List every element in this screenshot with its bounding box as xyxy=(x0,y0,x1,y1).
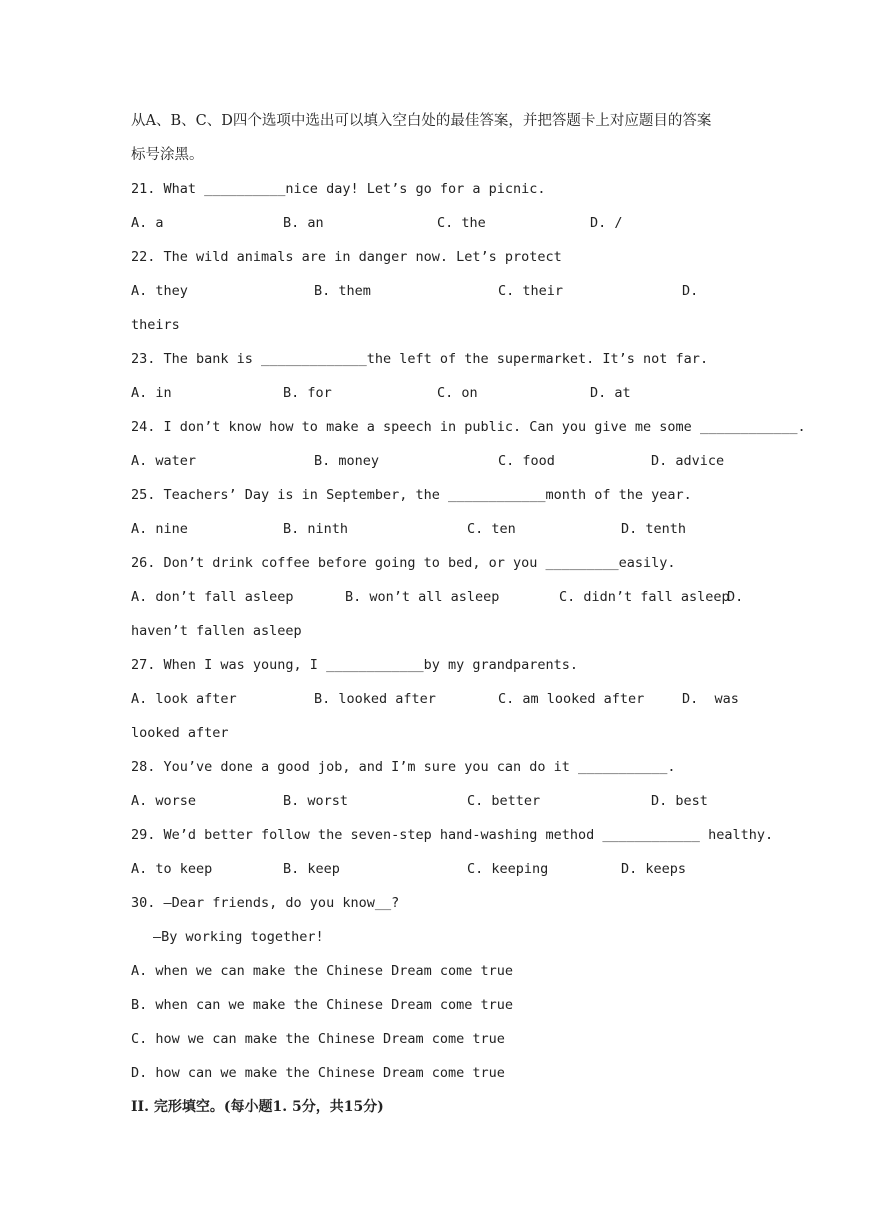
question-29-options xyxy=(131,852,751,886)
question-22-stem: 22. The wild animals are in danger now. Let’s protect xyxy=(131,249,562,265)
option-b: B. money xyxy=(314,453,380,469)
option-c: C. didn’t fall asleep xyxy=(559,589,730,605)
question-22-options xyxy=(131,274,751,308)
option-b: B. worst xyxy=(283,793,349,809)
question-28-stem: 28. You’ve done a good job, and I’m sure you can do it ___________. xyxy=(131,759,676,775)
question-26-stem: 26. Don’t drink coffee before going to bed, or you _________easily. xyxy=(131,555,676,571)
option-b: B. won’t all asleep xyxy=(345,589,500,605)
option-b: B. for xyxy=(283,385,332,401)
question-25-stem: 25. Teachers’ Day is in September, the ____________month of the year. xyxy=(131,487,692,503)
option-a: A. a xyxy=(131,215,164,231)
question-28-options xyxy=(131,784,751,818)
option-a: A. don’t fall asleep xyxy=(131,589,294,605)
option-c: C. keeping xyxy=(467,861,549,877)
option-b: B. them xyxy=(314,283,371,299)
option-c: C. the xyxy=(437,215,486,231)
option-d: D. advice xyxy=(651,453,725,469)
option-d: D. / xyxy=(590,215,623,231)
instructions-line-2: 标号涂黑。 xyxy=(131,147,204,163)
question-21-stem: 21. What __________nice day! Let’s go for a picnic. xyxy=(131,181,546,197)
question-27-stem: 27. When I was young, I ____________by my grandparents. xyxy=(131,657,579,673)
option-a: A. look after xyxy=(131,691,237,707)
exam-page xyxy=(131,104,806,1124)
question-30-option-a: A. when we can make the Chinese Dream come true xyxy=(131,963,514,979)
question-30-reply: —By working together! xyxy=(153,929,324,945)
question-27-options xyxy=(131,682,751,716)
question-23-stem: 23. The bank is _____________the left of the supermarket. It’s not far. xyxy=(131,351,709,367)
option-b: B. an xyxy=(283,215,324,231)
option-c: C. food xyxy=(498,453,555,469)
question-26-option-d-continued: haven’t fallen asleep xyxy=(131,623,302,639)
option-b: B. ninth xyxy=(283,521,349,537)
question-22-option-d-continued: theirs xyxy=(131,317,180,333)
question-24-stem: 24. I don’t know how to make a speech in public. Can you give me some ____________. xyxy=(131,419,806,435)
question-26-options xyxy=(131,580,751,614)
option-c: C. ten xyxy=(467,521,516,537)
instructions-line-1: 从A、B、C、D四个选项中选出可以填入空白处的最佳答案，并把答题卡上对应题目的答案 xyxy=(131,113,712,129)
option-b: B. keep xyxy=(283,861,340,877)
question-21-options xyxy=(131,206,751,240)
option-a: A. they xyxy=(131,283,188,299)
question-30-option-d: D. how can we make the Chinese Dream come true xyxy=(131,1065,505,1081)
option-a: A. in xyxy=(131,385,172,401)
option-b: B. looked after xyxy=(314,691,436,707)
option-d: D. xyxy=(682,283,699,299)
question-30-option-b: B. when can we make the Chinese Dream come true xyxy=(131,997,514,1013)
option-c: C. better xyxy=(467,793,541,809)
question-23-options xyxy=(131,376,751,410)
option-d: D. keeps xyxy=(621,861,687,877)
question-30-stem: 30. —Dear friends, do you know__? xyxy=(131,895,400,911)
option-c: C. their xyxy=(498,283,564,299)
option-d: D. was xyxy=(682,691,739,707)
question-24-options xyxy=(131,444,751,478)
question-29-stem: 29. We’d better follow the seven-step hand-washing method ____________ healthy. xyxy=(131,827,774,843)
option-d: D. tenth xyxy=(621,521,687,537)
section-heading-cloze: II. 完形填空。(每小题1. 5分，共15分) xyxy=(131,1099,384,1115)
option-a: A. water xyxy=(131,453,197,469)
option-d: D. xyxy=(727,589,744,605)
option-a: A. nine xyxy=(131,521,188,537)
option-a: A. worse xyxy=(131,793,197,809)
option-c: C. on xyxy=(437,385,478,401)
option-c: C. am looked after xyxy=(498,691,645,707)
option-d: D. best xyxy=(651,793,708,809)
question-30-option-c: C. how we can make the Chinese Dream come true xyxy=(131,1031,505,1047)
question-25-options xyxy=(131,512,751,546)
question-27-option-d-continued: looked after xyxy=(131,725,229,741)
option-d: D. at xyxy=(590,385,631,401)
option-a: A. to keep xyxy=(131,861,213,877)
